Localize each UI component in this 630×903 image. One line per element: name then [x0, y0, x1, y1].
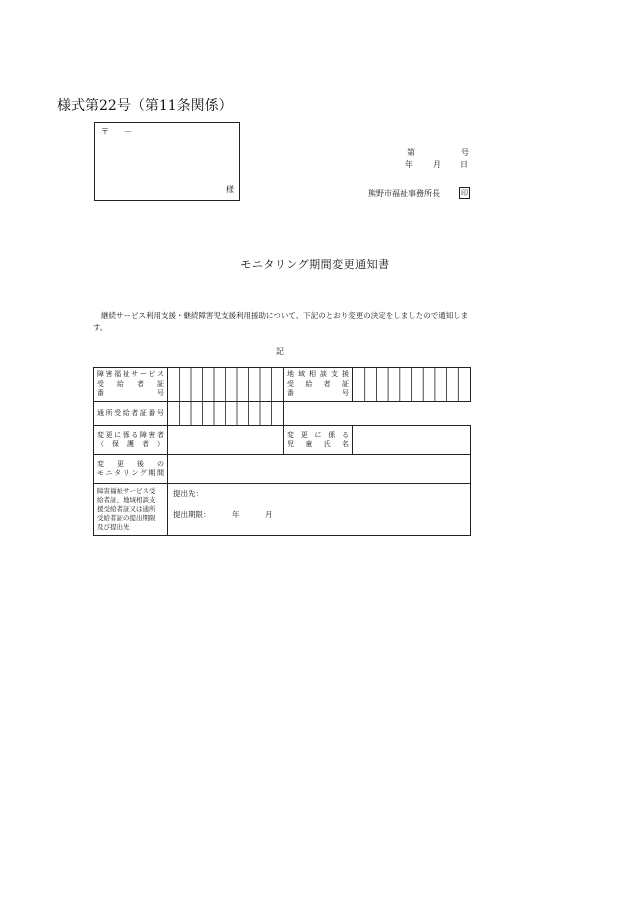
number-prefix: 第: [407, 148, 415, 157]
row5-label: 障害福祉サービス受 給者証、地域相談支 援受給者証又は通所 受給者証の提出期限 及び提出先: [94, 484, 168, 536]
postal-dash: －: [124, 127, 132, 136]
day-label: 日: [460, 160, 468, 169]
seal-mark: 印: [461, 189, 468, 197]
row3-left-value[interactable]: [168, 426, 284, 455]
row1-right-number-boxes[interactable]: [353, 368, 471, 402]
row2-number-boxes[interactable]: [168, 402, 284, 426]
ki-marker: 記: [276, 347, 284, 356]
document-title: モニタリング期間変更通知書: [240, 258, 390, 271]
deadline-month: 月: [265, 510, 273, 519]
submit-to-label: 提出先：: [173, 489, 203, 498]
row4-label: 変 更 後 の モニタリング期間: [94, 455, 168, 484]
body-text: 継続サービス利用支援・継続障害児支援利用援助について、下記のとおり変更の決定をしましたので通知します。: [93, 311, 469, 332]
digit-grid: [168, 368, 283, 401]
row3-right-label: 変 更 に 係 る 児 童 氏 名: [284, 426, 353, 455]
main-table: [93, 367, 471, 536]
row5-value[interactable]: [168, 484, 471, 536]
digit-grid: [168, 402, 283, 425]
postal-mark: 〒: [101, 127, 109, 136]
row1-left-label: 障害福祉サービス 受 給 者 証 番 号: [94, 368, 168, 402]
deadline-year: 年: [232, 510, 240, 519]
row4-value[interactable]: [168, 455, 471, 484]
form-number: 様式第22号（第11条関係）: [57, 98, 233, 114]
deadline-label: 提出期限：: [173, 510, 211, 519]
honorific: 様: [226, 185, 234, 194]
number-suffix: 号: [461, 148, 469, 157]
issuer-name: 熊野市福祉事務所長: [368, 189, 440, 198]
address-box: [94, 122, 240, 201]
row1-right-label: 地域相談支援 受 給 者 証 番 号: [284, 368, 353, 402]
row3-right-value[interactable]: [353, 426, 471, 455]
month-label: 月: [433, 160, 441, 169]
row2-empty: [284, 402, 471, 426]
year-label: 年: [405, 160, 413, 169]
digit-grid: [353, 368, 470, 401]
row2-label: 通所受給者証番号: [94, 402, 168, 426]
row1-left-number-boxes[interactable]: [168, 368, 284, 402]
row3-left-label: 変更に係る障害者 （ 保 護 者 ）: [94, 426, 168, 455]
